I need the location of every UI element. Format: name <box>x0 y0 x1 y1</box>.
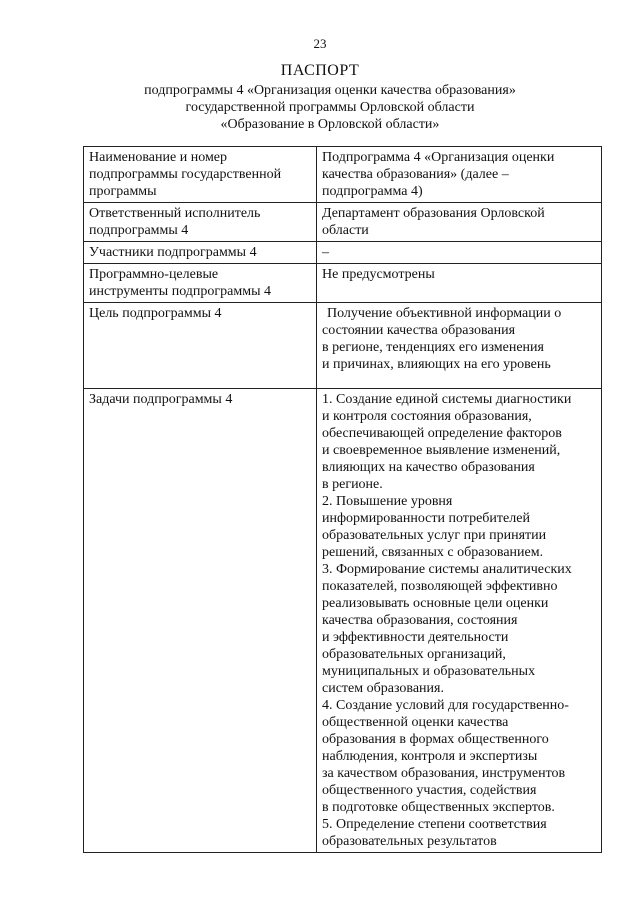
row-label <box>84 203 317 242</box>
label-line: Цель подпрограммы 4 <box>89 306 222 321</box>
value-line: 1. Создание единой системы диагностики <box>322 392 572 407</box>
label-line: Участники подпрограммы 4 <box>89 245 257 260</box>
value-line: систем образования. <box>322 681 444 696</box>
value-line: и причинах, влияющих на его уровень <box>322 357 551 372</box>
row-value <box>317 147 602 203</box>
value-line: решений, связанных с образованием. <box>322 545 544 560</box>
label-line: Задачи подпрограммы 4 <box>89 392 233 407</box>
value-line: образования в формах общественного <box>322 732 549 747</box>
subtitle-line: подпрограммы 4 «Организация оценки качества образования» <box>144 83 516 98</box>
value-line: образовательных результатов <box>322 834 497 849</box>
value-line: Подпрограмма 4 «Организация оценки <box>322 150 555 165</box>
value-line: общественной оценки качества <box>322 715 509 730</box>
value-line: общественного участия, содействия <box>322 783 537 798</box>
value-line: влияющих на качество образования <box>322 460 535 475</box>
value-line: и эффективности деятельности <box>322 630 509 645</box>
row-label <box>84 303 317 389</box>
value-line: Получение объективной информации о <box>327 306 562 321</box>
value-line: и своевременное выявление изменений, <box>322 443 561 458</box>
subtitle-line: государственной программы Орловской области <box>185 100 475 115</box>
value-line: Не предусмотрены <box>322 267 435 282</box>
value-line: Департамент образования Орловской <box>322 206 545 221</box>
row-value <box>317 303 602 389</box>
row-label <box>84 147 317 203</box>
table-row <box>84 264 602 303</box>
row-value <box>317 242 602 264</box>
passport-table <box>83 146 602 853</box>
value-line: обеспечивающей определение факторов <box>322 426 562 441</box>
value-line: 4. Создание условий для государственно- <box>322 698 569 713</box>
value-line: качества образования» (далее – <box>322 167 509 182</box>
row-label <box>84 264 317 303</box>
label-line: Наименование и номер <box>89 150 228 165</box>
label-line: инструменты подпрограммы 4 <box>89 284 271 299</box>
value-line: 3. Формирование системы аналитических <box>322 562 572 577</box>
row-value <box>317 389 602 853</box>
page-number: 23 <box>313 36 327 51</box>
value-line: области <box>322 223 369 238</box>
table-row <box>84 389 602 853</box>
row-label <box>84 242 317 264</box>
row-label <box>84 389 317 853</box>
table-row <box>84 242 602 264</box>
label-line: программы <box>89 184 157 199</box>
value-line: реализовывать основные цели оценки <box>322 596 549 611</box>
value-line: состоянии качества образования <box>322 323 516 338</box>
value-line: 5. Определение степени соответствия <box>322 817 547 832</box>
value-line: показателей, позволяющей эффективно <box>322 579 558 594</box>
value-line: образовательных услуг при принятии <box>322 528 547 543</box>
value-line: муниципальных и образовательных <box>322 664 536 679</box>
value-line: – <box>322 245 329 260</box>
row-value <box>317 203 602 242</box>
value-line: в регионе, тенденциях его изменения <box>322 340 544 355</box>
document-title: ПАСПОРТ <box>280 62 360 79</box>
label-line: Ответственный исполнитель <box>89 206 261 221</box>
label-line: Программно-целевые <box>89 267 219 282</box>
value-line: за качеством образования, инструментов <box>322 766 566 781</box>
table-row <box>84 203 602 242</box>
table-row <box>84 147 602 203</box>
label-line: подпрограммы 4 <box>89 223 189 238</box>
subtitle-line: «Образование в Орловской области» <box>220 117 440 132</box>
value-line: в регионе. <box>322 477 383 492</box>
value-line: в подготовке общественных экспертов. <box>322 800 555 815</box>
row-value <box>317 264 602 303</box>
value-line: образовательных организаций, <box>322 647 506 662</box>
value-line: наблюдения, контроля и экспертизы <box>322 749 538 764</box>
value-line: и контроля состояния образования, <box>322 409 532 424</box>
value-line: 2. Повышение уровня <box>322 494 453 509</box>
value-line: подпрограмма 4) <box>322 184 423 199</box>
table-row <box>84 303 602 389</box>
document-subtitle <box>60 82 600 133</box>
value-line: качества образования, состояния <box>322 613 518 628</box>
value-line: информированности потребителей <box>322 511 530 526</box>
label-line: подпрограммы государственной <box>89 167 282 182</box>
